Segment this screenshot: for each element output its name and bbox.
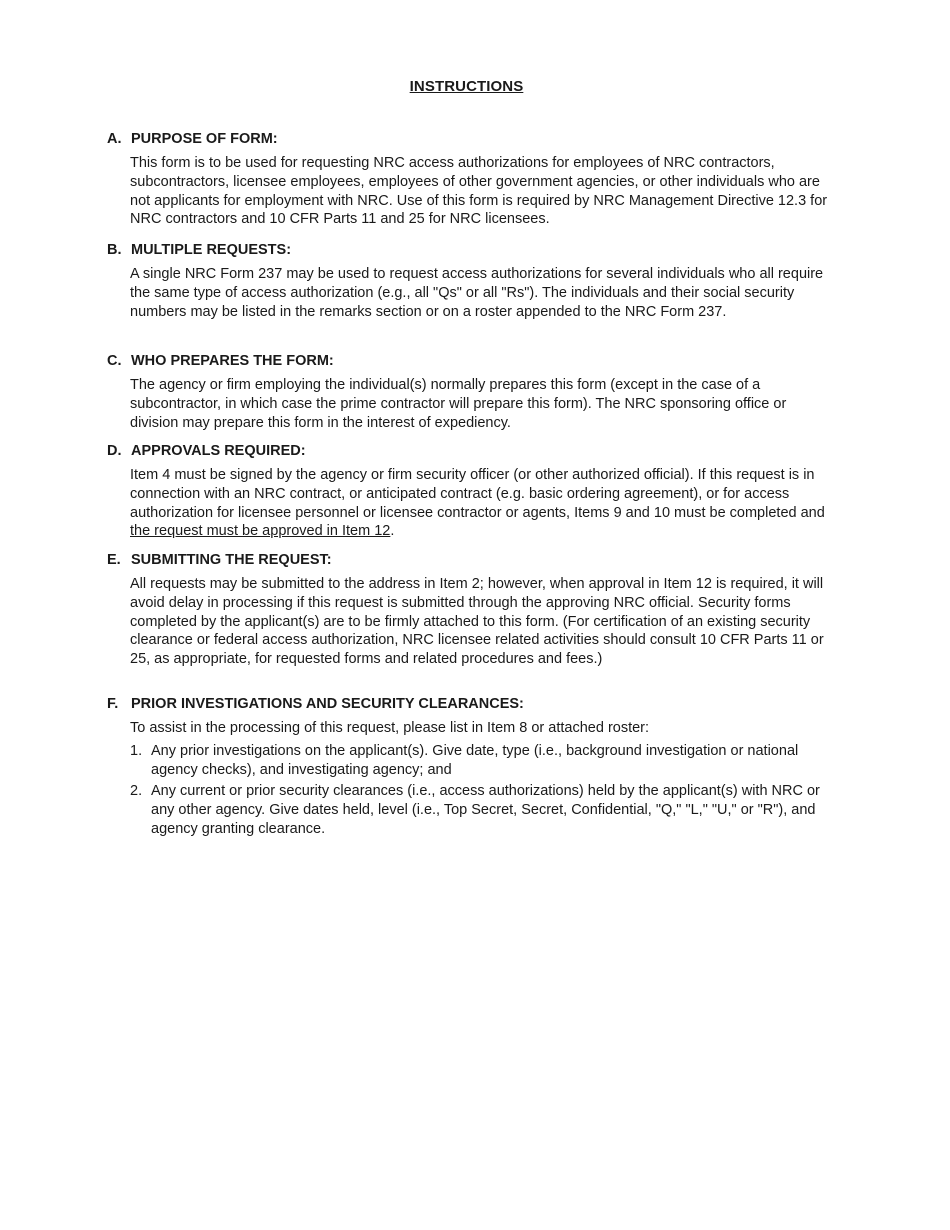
section-prior-investigations [107, 695, 837, 842]
section-heading [107, 551, 837, 569]
list-item [130, 742, 835, 780]
section-letter: A. [107, 131, 122, 147]
section-body [130, 466, 835, 541]
section-letter: B. [107, 242, 122, 258]
section-letter: C. [107, 353, 122, 369]
section-multiple-requests [107, 241, 837, 321]
list-item-text: Any current or prior security clearances (i.e., access authorizations) held by the applicant(s) with NRC or any other agency. Give dates held, level (i.e., Top Secret, Secret, Confidential, "Q," "L," "U," or "R"), and agency granting clearance. [151, 783, 820, 837]
section-title: SUBMITTING THE REQUEST: [131, 552, 332, 568]
section-approvals-required [107, 442, 837, 541]
section-title: APPROVALS REQUIRED: [131, 443, 306, 459]
section-title: MULTIPLE REQUESTS: [131, 242, 292, 258]
section-title: PRIOR INVESTIGATIONS AND SECURITY CLEARANCES: [131, 696, 524, 712]
numbered-list [130, 742, 835, 839]
list-item-number: 2. [130, 783, 143, 800]
section-heading [107, 241, 837, 259]
section-body-text: Item 4 must be signed by the agency or firm security officer (or other authorized official). If this request is in connection with an NRC contract, or anticipated contract (e.g. basic ordering agreement), or for access authorization for licensee personnel or licensee contractor or agents, Items 9 and 10 must be completed and [130, 467, 825, 521]
section-letter: F. [107, 696, 119, 712]
section-letter: D. [107, 443, 122, 459]
section-letter: E. [107, 552, 121, 568]
section-body: The agency or firm employing the individual(s) normally prepares this form (except in the case of a subcontractor, in which case the prime contractor will prepare this form). The NRC sponsoring office or division may prepare this form in the interest of expediency. [130, 377, 787, 431]
section-who-prepares-the-form [107, 352, 837, 432]
section-purpose-of-form [107, 130, 837, 229]
section-heading [107, 130, 837, 148]
section-heading [107, 352, 837, 370]
section-heading [107, 695, 837, 713]
section-body: All requests may be submitted to the address in Item 2; however, when approval in Item 12 is required, it will avoid delay in processing if this request is submitted through the approving NRC official. Security forms completed by the applicant(s) are to be firmly attached to this form. (For certification of an existing security clearance or federal access authorization, NRC licensee related activities should consult 10 CFR Parts 11 or 25, as appropriate, for requested forms and related procedures and fees.) [130, 576, 824, 668]
section-body: A single NRC Form 237 may be used to request access authorizations for several individuals who all require the same type of access authorization (e.g., all "Qs" or all "Rs"). The individuals and their social security numbers may be listed in the remarks section or on a roster appended to the NRC Form 237. [130, 266, 824, 320]
section-title: PURPOSE OF FORM: [131, 131, 278, 147]
section-title: WHO PREPARES THE FORM: [131, 353, 334, 369]
underlined-requirement: the request must be approved in Item 12 [130, 523, 391, 540]
section-heading [107, 442, 837, 460]
list-item-number: 1. [130, 742, 143, 759]
section-body-end: . [390, 523, 395, 540]
list-item [130, 782, 835, 838]
section-body: This form is to be used for requesting NRC access authorizations for employees of NRC contractors, subcontractors, licensee employees, employees of other government agencies, or other individuals who are not applicants for employment with NRC. Use of this form is required by NRC Management Directive 12.3 for NRC contractors and 10 CFR Parts 11 and 25 for NRC licensees. [130, 155, 828, 228]
page-title: INSTRUCTIONS [409, 78, 524, 95]
section-submitting-the-request [107, 551, 837, 669]
section-body: To assist in the processing of this request, please list in Item 8 or attached roster: [130, 720, 650, 736]
list-item-text: Any prior investigations on the applicant(s). Give date, type (i.e., background investigation or national agency checks), and investigating agency; and [151, 742, 799, 778]
